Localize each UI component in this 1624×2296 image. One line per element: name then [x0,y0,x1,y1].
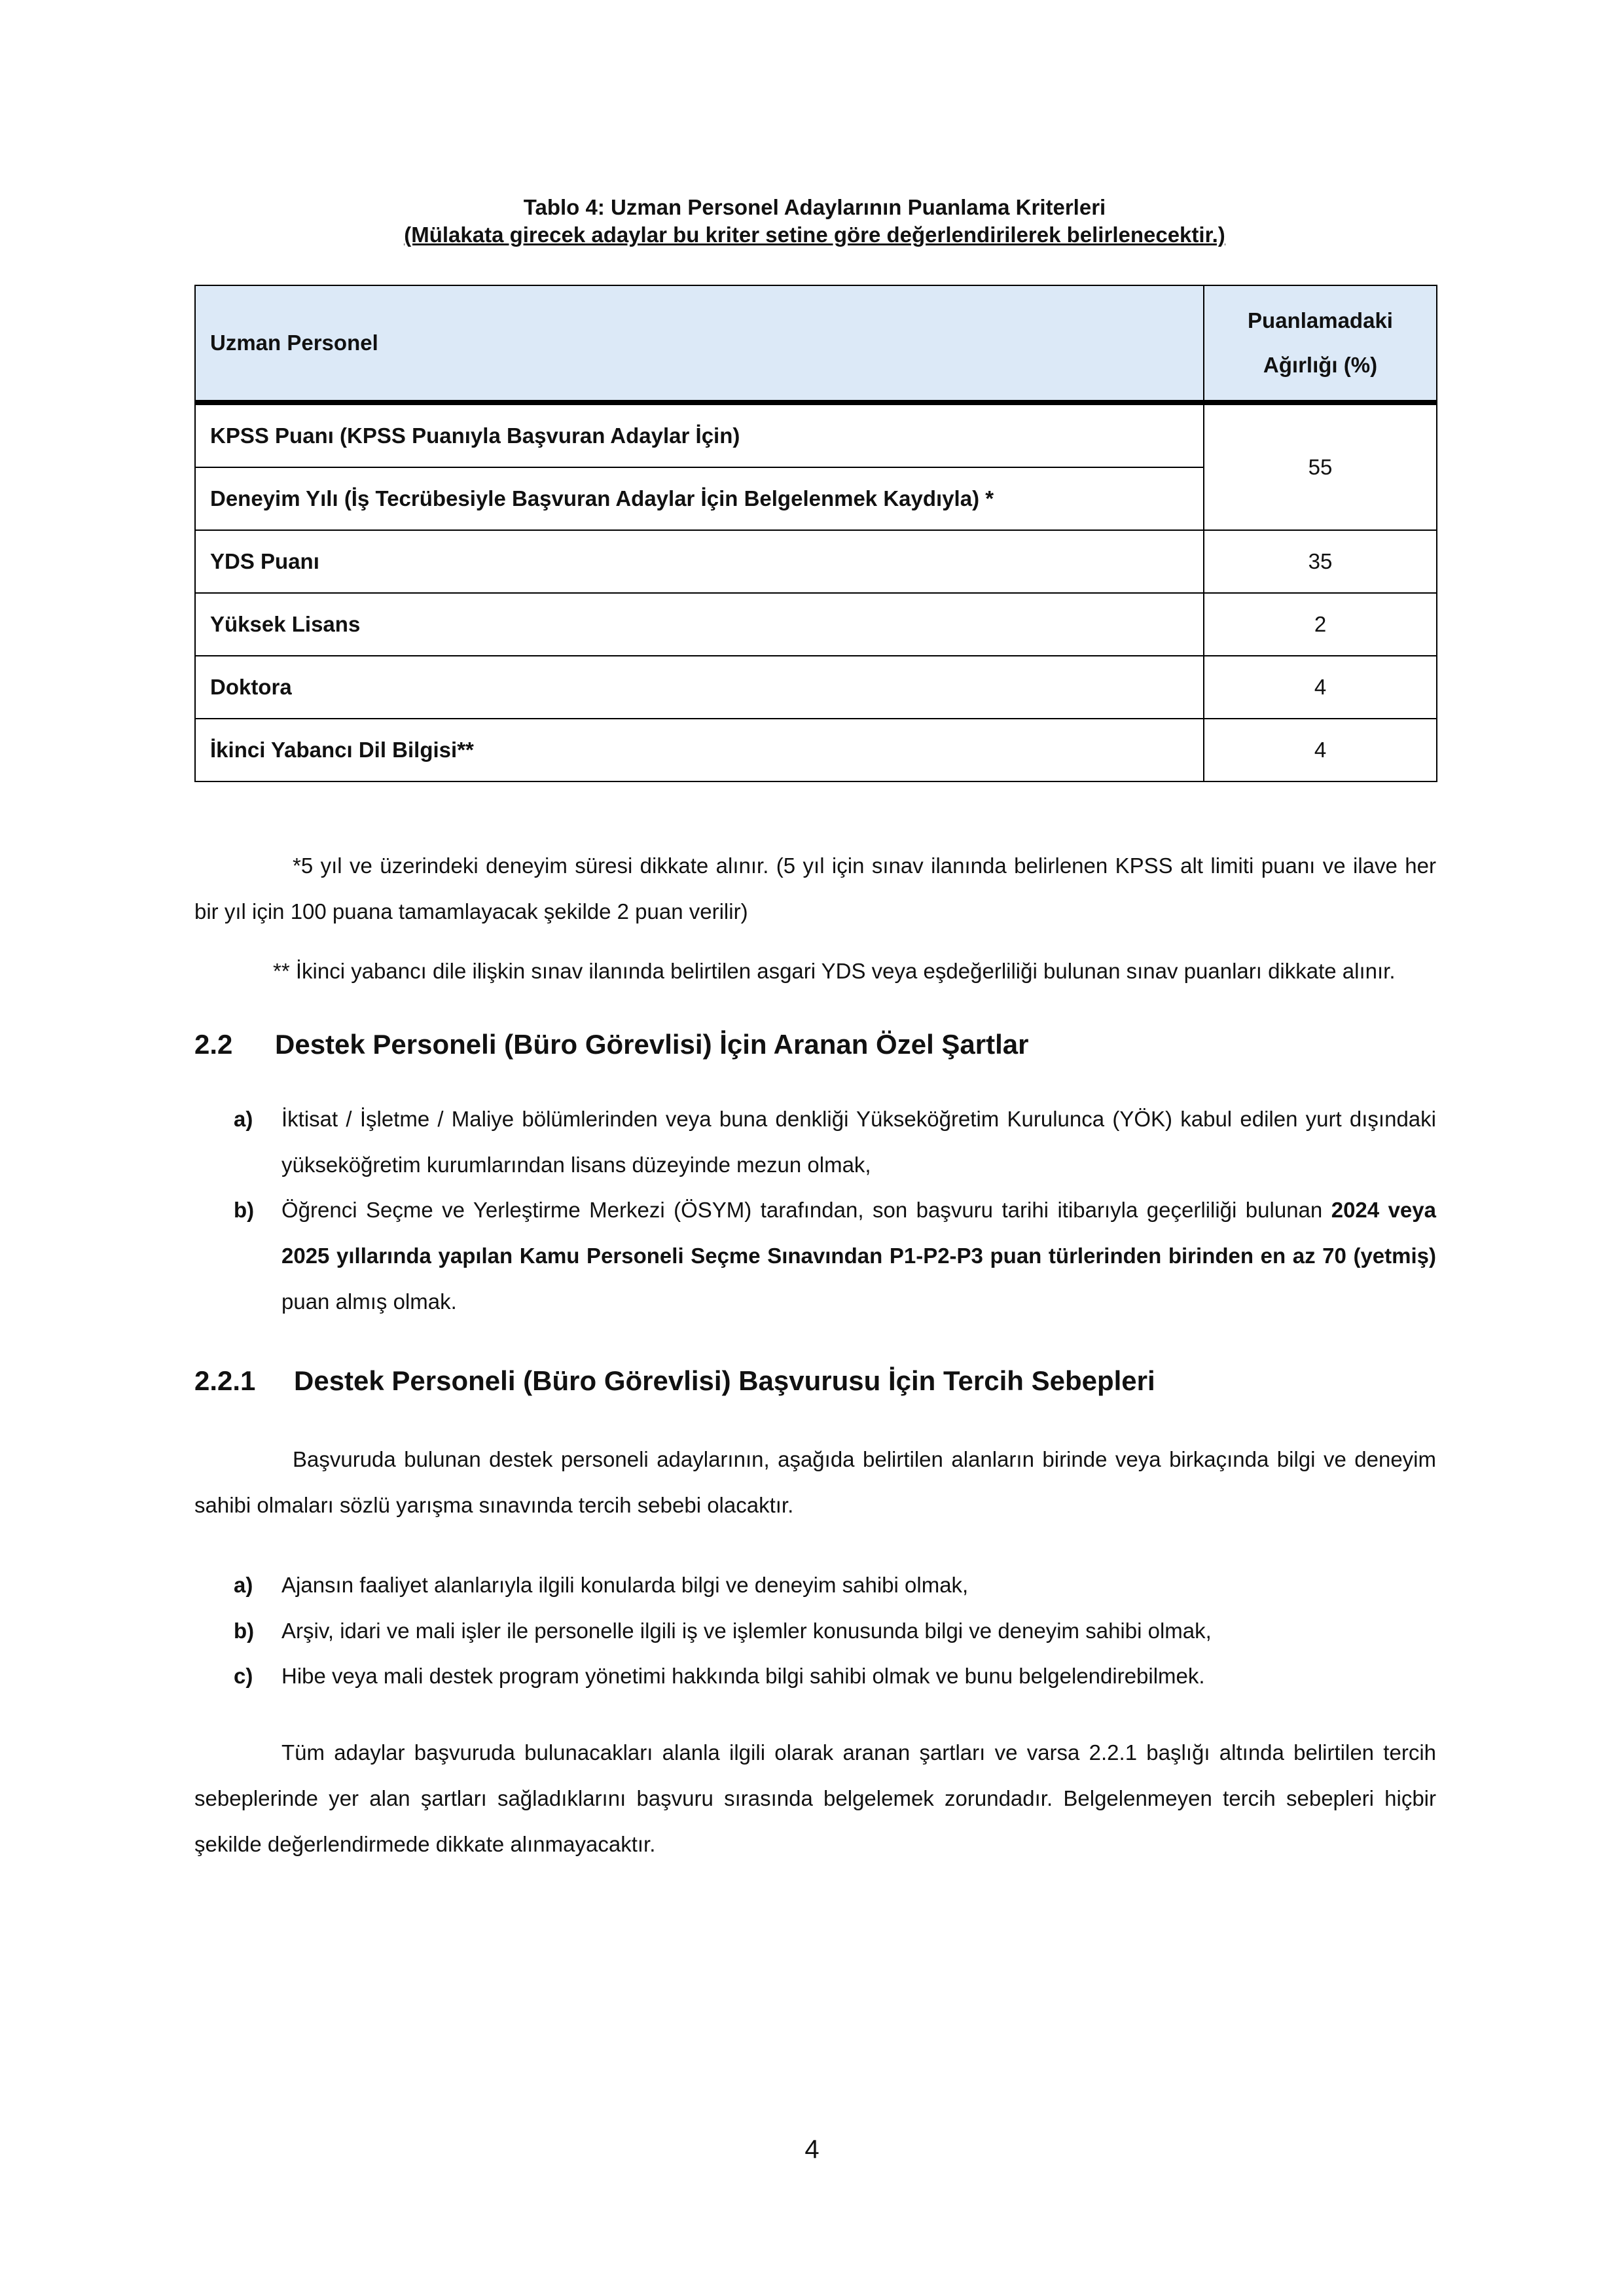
section-title: Destek Personeli (Büro Görevlisi) İçin Aranan Özel Şartlar [275,1029,1029,1060]
section-heading-2-2 [194,1029,1029,1060]
list-marker: c) [234,1664,253,1688]
header-criteria: Uzman Personel [195,285,1204,403]
list-marker: a) [234,1573,253,1597]
row-label: İkinci Yabancı Dil Bilgisi** [195,719,1204,781]
list-item [234,1096,1436,1188]
list-marker: b) [234,1619,255,1643]
table-row [195,530,1437,593]
list-marker: b) [234,1198,255,1222]
list-text: Hibe veya mali destek program yönetimi hakkında bilgi sahibi olmak ve bunu belgelendirebilmek. [281,1664,1205,1688]
table-row [195,403,1437,467]
list-text-start: Öğrenci Seçme ve Yerleştirme Merkezi (ÖSYM) tarafından, son başvuru tarihi itibarıyla geçerliliği bulunan [281,1198,1331,1222]
note-experience: *5 yıl ve üzerindeki deneyim süresi dikkate alınır. (5 yıl için sınav ilanında belirlenen KPSS alt limiti puanı ve ilave her bir yıl için 100 puana tamamlayacak şekilde 2 puan verilir) [194,853,1436,924]
list-item [234,1653,1436,1699]
row-value: 55 [1204,403,1437,530]
row-label: Deneyim Yılı (İş Tecrübesiyle Başvuran Adaylar İçin Belgelenmek Kaydıyla) * [195,467,1204,530]
row-value: 35 [1204,530,1437,593]
page-number: 4 [804,2135,820,2164]
list-text: İktisat / İşletme / Maliye bölümlerinden veya buna denkliği Yükseköğretim Kurulunca (YÖK) kabul edilen yurt dışındaki yükseköğretim kurumlarından lisans düzeyinde mezun olmak, [281,1107,1436,1177]
list-text-bold: 2024 veya 2025 yıllarında yapılan Kamu Personeli Seçme Sınavından P1-P2-P3 puan türlerinden birinden en az 70 (yetmiş) [281,1198,1436,1268]
section-intro: Başvuruda bulunan destek personeli adaylarının, aşağıda belirtilen alanların birinde veya birkaçında bilgi ve deneyim sahibi olmaları sözlü yarışma sınavında tercih sebebi olacaktır. [194,1447,1436,1517]
section-title: Destek Personeli (Büro Görevlisi) Başvurusu İçin Tercih Sebepleri [294,1365,1155,1396]
list-item [234,1187,1436,1325]
list-marker: a) [234,1107,253,1131]
table-row [195,719,1437,781]
table-row [195,593,1437,656]
section-number: 2.2 [194,1029,233,1060]
header-weight-line2: Ağırlığı (%) [1263,353,1378,377]
section-heading-2-2-1 [194,1365,1155,1397]
row-value: 4 [1204,719,1437,781]
list-text-end: puan almış olmak. [281,1289,457,1314]
table-subcaption: (Mülakata girecek adaylar bu kriter setine göre değerlendirilerek belirlenecektir.) [404,223,1225,247]
row-label: Doktora [195,656,1204,719]
table-row [195,656,1437,719]
row-value: 4 [1204,656,1437,719]
table-header-row [195,285,1437,403]
list-item [234,1608,1436,1654]
row-label: Yüksek Lisans [195,593,1204,656]
header-weight-line1: Puanlamadaki [1248,308,1393,332]
list-text: Arşiv, idari ve mali işler ile personelle ilgili iş ve işlemler konusunda bilgi ve deneyim sahibi olmak, [281,1619,1212,1643]
table-caption: Tablo 4: Uzman Personel Adaylarının Puanlama Kriterleri [523,195,1106,219]
list-item [234,1562,1436,1608]
header-weight [1204,285,1437,403]
list-text: Ajansın faaliyet alanlarıyla ilgili konularda bilgi ve deneyim sahibi olmak, [281,1573,969,1597]
row-label: YDS Puanı [195,530,1204,593]
row-value: 2 [1204,593,1437,656]
criteria-table [194,285,1437,782]
closing-paragraph: Tüm adaylar başvuruda bulunacakları alanla ilgili olarak aranan şartları ve varsa 2.2.1 başlığı altında belirtilen tercih sebeplerinde yer alan şartları sağladıklarını başvuru sırasında belgelemek zorundadır. Belgelenmeyen tercih sebepleri hiçbir şekilde değerlendirmede dikkate alınmayacaktır. [194,1740,1436,1856]
list-text [281,1187,1436,1325]
note-language: ** İkinci yabancı dile ilişkin sınav ilanında belirtilen asgari YDS veya eşdeğerliliği bulunan sınav puanları dikkate alınır. [273,959,1396,983]
section-number: 2.2.1 [194,1365,256,1396]
row-label: KPSS Puanı (KPSS Puanıyla Başvuran Adaylar İçin) [195,403,1204,467]
